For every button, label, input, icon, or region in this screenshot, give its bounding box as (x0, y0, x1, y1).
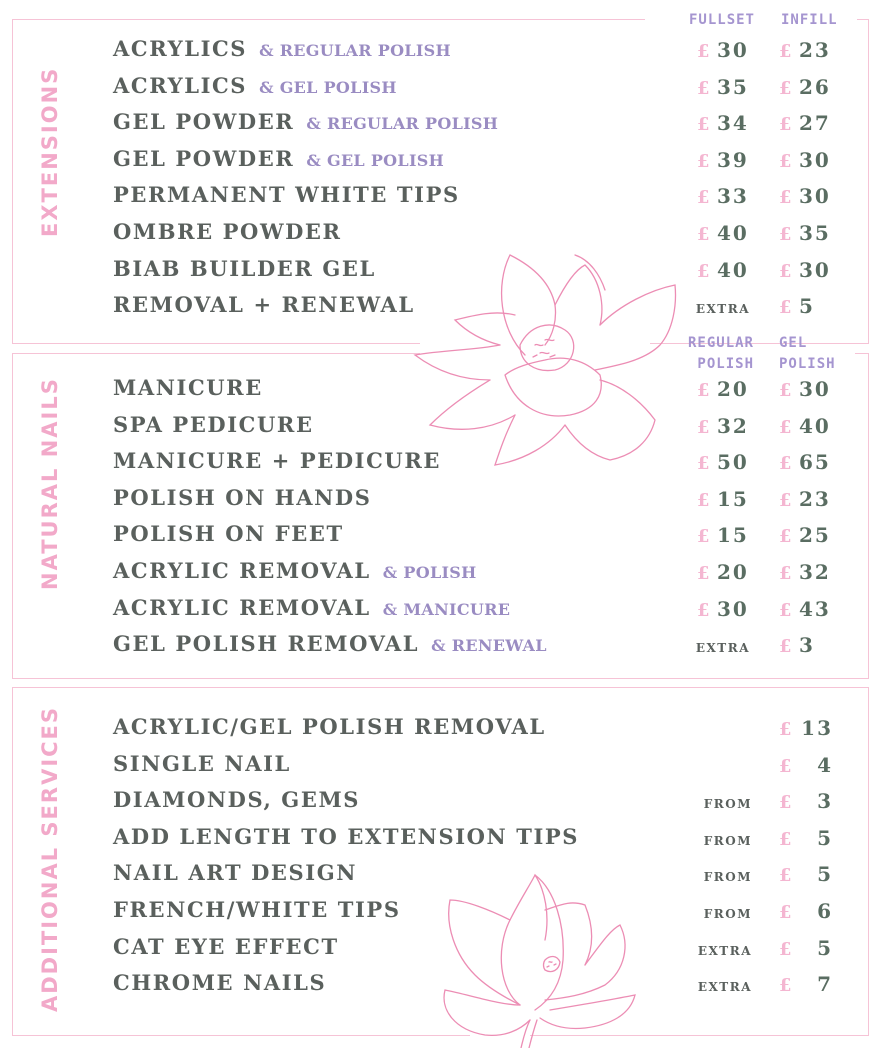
price-column-1 (697, 597, 749, 621)
price-value: 20 (717, 560, 749, 584)
price-column-1 (697, 111, 749, 135)
price-column-2 (779, 633, 815, 657)
service-row (113, 109, 498, 139)
service-name: ACRYLICS (113, 36, 248, 61)
section-label-additional-services: ADDITIONAL SERVICES (38, 705, 62, 1013)
price-value: 30 (799, 377, 831, 401)
pound-sign: £ (779, 719, 792, 740)
price-column-1 (697, 523, 749, 547)
service-name: FRENCH/WHITE TIPS (113, 897, 401, 922)
price-column-single (779, 899, 833, 923)
price-value: 26 (799, 74, 831, 99)
price-column-single (779, 753, 833, 777)
price-value: 27 (799, 111, 831, 136)
service-row (113, 256, 376, 286)
pound-sign: £ (697, 453, 710, 475)
pound-sign: £ (779, 380, 792, 401)
price-tag: FROM (703, 870, 752, 885)
price-tag: FROM (703, 797, 752, 812)
pound-sign: £ (697, 260, 710, 282)
pound-sign: £ (779, 563, 792, 584)
pound-sign: £ (697, 380, 710, 401)
service-name: CAT EYE EFFECT (113, 933, 339, 959)
price-value: 4 (817, 752, 833, 777)
price-tag: EXTRA (695, 641, 750, 656)
price-value: 35 (717, 74, 749, 99)
price-value: 23 (799, 38, 831, 62)
service-row (113, 485, 372, 515)
service-row (113, 73, 397, 103)
lotus-flower-illustration-top (405, 245, 680, 475)
pound-sign: £ (779, 150, 792, 172)
service-row (113, 146, 444, 176)
pound-sign: £ (697, 599, 710, 621)
pound-sign: £ (779, 77, 792, 99)
price-value: 30 (799, 184, 831, 209)
pound-sign: £ (779, 41, 792, 62)
service-row (113, 558, 477, 588)
section-label-natural-nails: NATURAL NAILS (38, 377, 62, 590)
price-column-1 (697, 450, 749, 474)
price-column-1 (697, 148, 749, 172)
pound-sign: £ (779, 416, 792, 438)
service-row (113, 860, 357, 890)
price-value: 40 (717, 221, 749, 245)
service-name: SINGLE NAIL (113, 750, 291, 776)
pound-sign: £ (779, 489, 792, 511)
pound-sign: £ (779, 114, 792, 136)
price-value: 50 (717, 450, 749, 475)
price-column-1 (697, 414, 749, 438)
service-row (113, 824, 579, 854)
price-column-2 (779, 221, 831, 245)
price-column-single (779, 716, 833, 740)
price-value: 6 (817, 899, 833, 923)
price-value: 15 (717, 523, 749, 548)
pound-sign: £ (697, 187, 710, 209)
service-row (113, 448, 441, 478)
pound-sign: £ (697, 489, 710, 511)
price-value: 5 (799, 294, 815, 319)
service-option: & GEL POLISH (306, 150, 445, 170)
pound-sign: £ (697, 150, 710, 172)
column-header-regular-polish-line1: REGULAR (687, 335, 754, 351)
service-name: POLISH ON FEET (113, 521, 344, 547)
price-value: 3 (817, 789, 833, 814)
price-column-2 (779, 414, 831, 438)
price-value: 5 (817, 825, 833, 850)
pound-sign: £ (779, 865, 792, 887)
price-column-1 (697, 560, 749, 584)
service-name: ADD LENGTH TO EXTENSION TIPS (113, 823, 580, 849)
service-row (113, 36, 451, 66)
price-column-2 (779, 148, 831, 172)
price-tag: EXTRA (695, 302, 750, 317)
pound-sign: £ (697, 77, 710, 99)
price-value: 43 (799, 596, 831, 621)
service-name: ACRYLIC/GEL POLISH REMOVAL (113, 714, 546, 739)
service-name: REMOVAL + RENEWAL (113, 292, 415, 318)
price-value: 30 (799, 257, 831, 282)
service-name: ACRYLIC REMOVAL (113, 594, 371, 620)
service-row (113, 714, 546, 744)
service-name: GEL POWDER (113, 145, 295, 171)
price-column-2 (779, 523, 831, 547)
price-value: 20 (717, 377, 749, 401)
price-column-2 (779, 450, 831, 474)
service-row (113, 595, 510, 625)
price-value: 15 (717, 486, 749, 511)
price-value: 25 (799, 523, 831, 548)
pound-sign: £ (779, 526, 792, 548)
service-option: & REGULAR POLISH (259, 41, 451, 60)
price-value: 33 (717, 184, 749, 209)
pound-sign: £ (779, 792, 792, 814)
service-option: & REGULAR POLISH (306, 114, 499, 134)
service-option: & MANICURE (382, 599, 511, 619)
price-column-1 (697, 38, 749, 62)
service-name: BIAB BUILDER GEL (113, 255, 376, 281)
service-option: & POLISH (382, 563, 477, 582)
service-row (113, 970, 326, 1000)
price-column-2 (779, 184, 831, 208)
price-column-2 (779, 75, 831, 99)
price-column-1 (697, 258, 749, 282)
pound-sign: £ (697, 114, 710, 136)
pound-sign: £ (779, 755, 792, 777)
price-value: 30 (799, 147, 831, 172)
service-name: POLISH ON HANDS (113, 484, 372, 510)
price-column-1 (697, 487, 749, 511)
service-row (113, 934, 339, 964)
service-name: ACRYLIC REMOVAL (113, 558, 371, 583)
price-tag: FROM (703, 907, 752, 921)
service-name: SPA PEDICURE (113, 411, 314, 437)
pound-sign: £ (779, 260, 792, 282)
price-column-single (779, 972, 833, 996)
price-value: 23 (799, 486, 831, 511)
service-option: & GEL POLISH (259, 77, 397, 97)
price-value: 13 (801, 716, 833, 740)
price-value: 40 (717, 257, 749, 282)
pound-sign: £ (697, 526, 710, 548)
price-value: 39 (717, 147, 749, 172)
service-row (113, 897, 401, 927)
service-name: CHROME NAILS (113, 970, 327, 996)
lotus-flower-illustration-bottom (425, 870, 655, 1048)
service-option: & RENEWAL (431, 636, 547, 656)
price-value: 32 (799, 560, 831, 584)
price-column-single (779, 936, 833, 960)
price-column-2 (779, 38, 831, 62)
price-value: 7 (817, 972, 833, 997)
service-name: ACRYLICS (113, 72, 248, 98)
pound-sign: £ (697, 563, 710, 584)
pound-sign: £ (779, 902, 792, 923)
column-header-gel-polish-line1: GEL (779, 335, 808, 351)
service-name: OMBRE POWDER (113, 219, 342, 244)
pound-sign: £ (779, 828, 792, 850)
pound-sign: £ (779, 636, 792, 658)
pound-sign: £ (697, 224, 710, 245)
service-name: MANICURE + PEDICURE (113, 448, 441, 474)
price-value: 3 (799, 633, 815, 658)
pound-sign: £ (697, 416, 710, 438)
service-row (113, 412, 314, 442)
price-value: 30 (717, 596, 749, 621)
pound-sign: £ (779, 975, 792, 997)
service-row (113, 521, 344, 551)
pound-sign: £ (779, 453, 792, 475)
pound-sign: £ (697, 41, 710, 62)
pound-sign: £ (779, 599, 792, 621)
price-value: 5 (817, 935, 833, 960)
price-tag: EXTRA (697, 943, 752, 958)
pound-sign: £ (779, 187, 792, 209)
price-column-single (779, 862, 833, 886)
price-value: 34 (717, 111, 749, 136)
service-row (113, 182, 460, 212)
column-header-infill: INFILL (781, 12, 838, 28)
service-row (113, 787, 360, 817)
service-row (113, 292, 415, 322)
price-tag: EXTRA (697, 980, 752, 995)
column-header-gel-polish-line2: POLISH (779, 356, 836, 372)
price-column-1 (697, 75, 749, 99)
pound-sign: £ (779, 224, 792, 245)
service-name: GEL POWDER (113, 109, 295, 135)
price-tag: FROM (703, 833, 752, 848)
price-value: 5 (817, 862, 833, 887)
service-row (113, 375, 263, 405)
service-row (113, 751, 291, 781)
price-column-2 (779, 294, 815, 318)
column-header-fullset: FULLSET (688, 12, 755, 28)
price-column-2 (779, 560, 831, 584)
service-name: NAIL ART DESIGN (113, 860, 358, 886)
price-column-single (779, 789, 833, 813)
price-column-1 (697, 221, 749, 245)
service-row (113, 219, 342, 249)
service-name: PERMANENT WHITE TIPS (113, 182, 460, 208)
section-label-extensions: EXTENSIONS (38, 66, 62, 237)
column-header-regular-polish-line2: POLISH (697, 356, 754, 372)
pound-sign: £ (779, 938, 792, 960)
column-header-gel-polish (779, 333, 849, 375)
price-column-2 (779, 487, 831, 511)
price-value: 32 (717, 413, 749, 438)
pound-sign: £ (779, 297, 792, 319)
price-value: 35 (799, 221, 831, 245)
price-column-2 (779, 258, 831, 282)
price-column-1 (697, 184, 749, 208)
column-header-regular-polish (650, 333, 754, 375)
service-name: GEL POLISH REMOVAL (113, 631, 420, 657)
service-name: DIAMONDS, GEMS (113, 787, 361, 813)
service-row (113, 631, 547, 661)
price-column-2 (779, 111, 831, 135)
service-name: MANICURE (113, 375, 263, 400)
price-value: 30 (717, 38, 749, 62)
price-column-2 (779, 597, 831, 621)
price-column-1 (697, 377, 749, 401)
price-column-single (779, 826, 833, 850)
price-column-2 (779, 377, 831, 401)
price-value: 40 (799, 413, 831, 438)
price-value: 65 (799, 450, 831, 475)
